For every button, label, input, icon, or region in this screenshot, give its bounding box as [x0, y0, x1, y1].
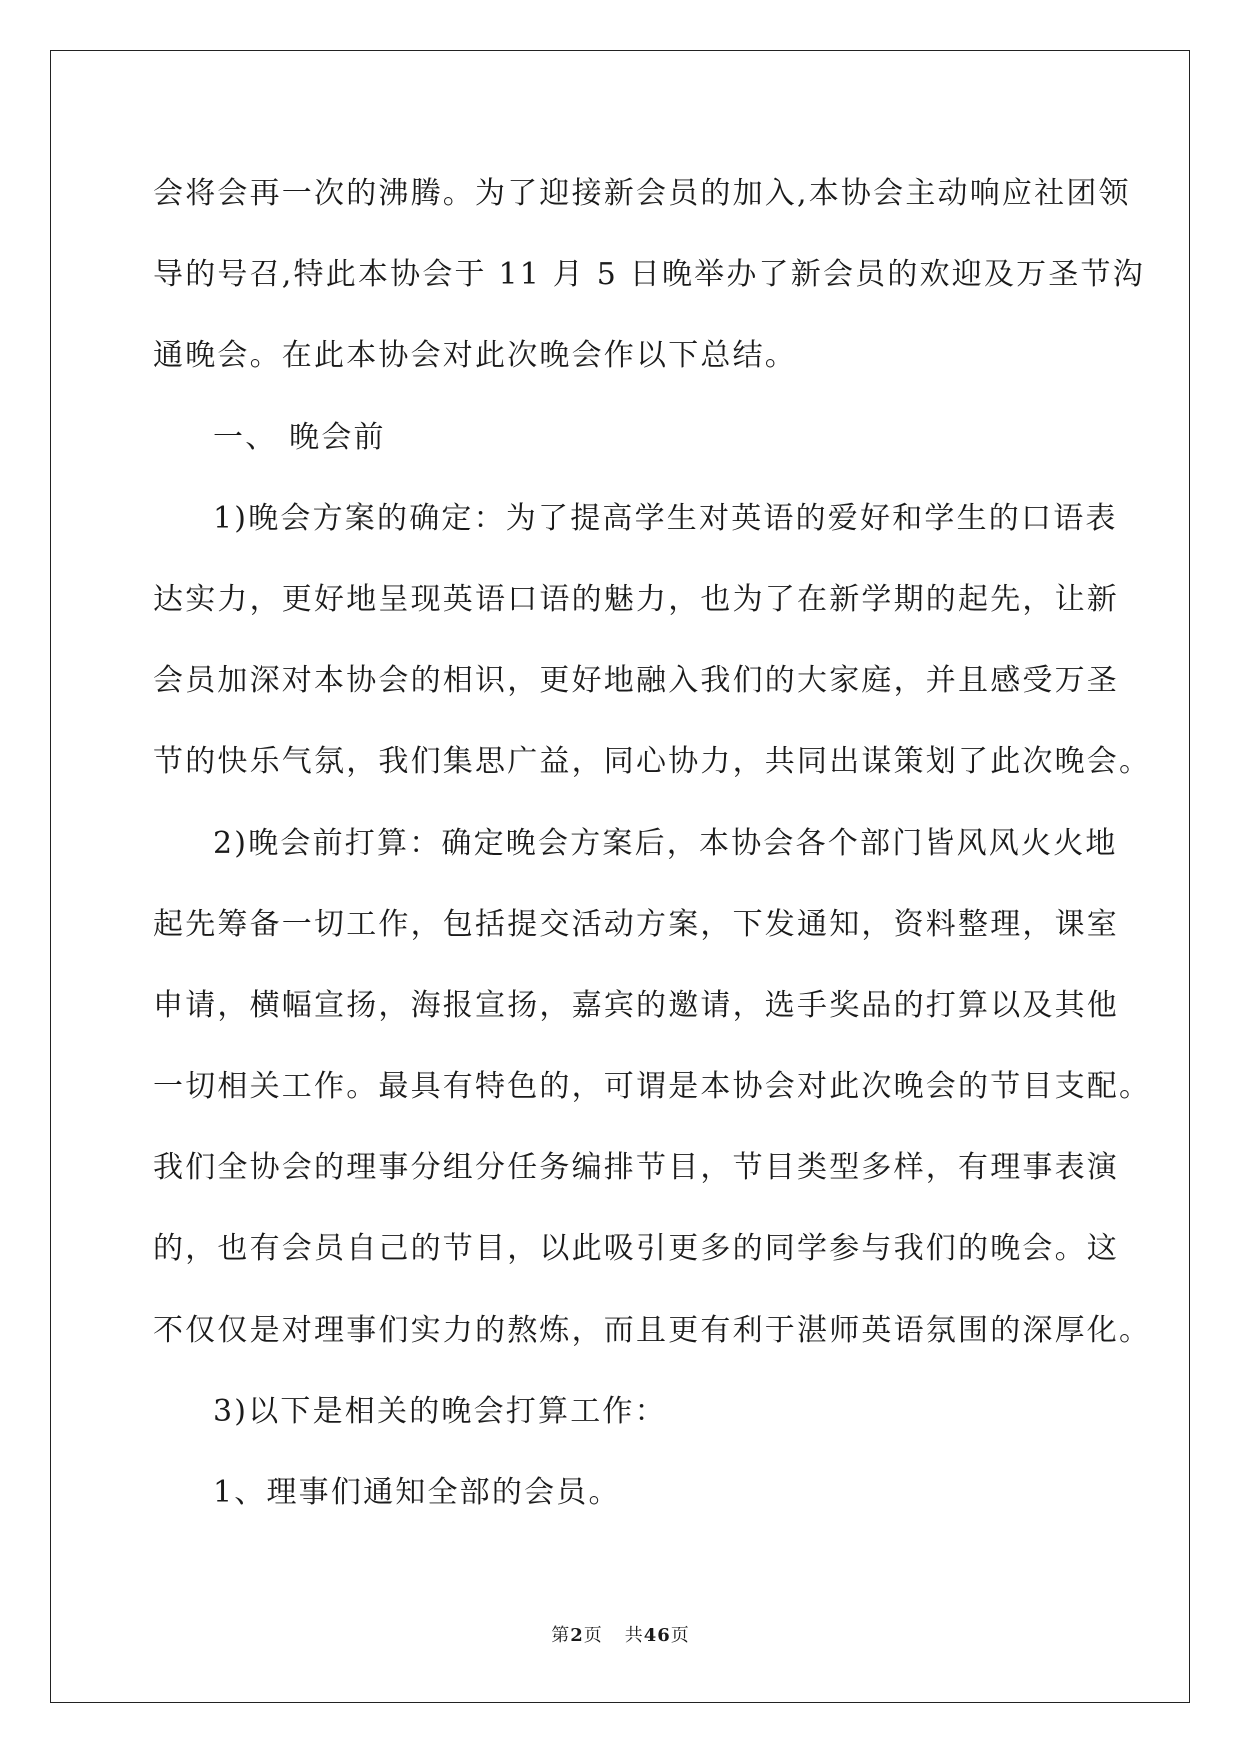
- body-line-12: 一切相关工作。最具有特色的，可谓是本协会对此次晚会的节目支配。: [153, 1069, 1152, 1105]
- footer-total-prefix: 共: [624, 1625, 644, 1646]
- body-line-10: 起先筹备一切工作，包括提交活动方案，下发通知，资料整理，课室: [153, 906, 1119, 942]
- body-line-6: 达实力，更好地呈现英语口语的魅力，也为了在新学期的起先，让新: [153, 581, 1119, 617]
- footer-total-pages: 46: [643, 1625, 671, 1646]
- document-body: [153, 160, 1152, 1540]
- body-line-16: 3)以下是相关的晚会打算工作：: [213, 1393, 667, 1429]
- body-line-9: 2)晚会前打算：确定晚会方案后，本协会各个部门皆风风火火地: [213, 825, 1118, 861]
- section-heading: 一、 晚会前: [213, 419, 386, 455]
- body-line-1: 会将会再一次的沸腾。为了迎接新会员的加入,本协会主动响应社团领: [153, 176, 1131, 211]
- body-line-15: 不仅仅是对理事们实力的熬炼，而且更有利于湛师英语氛围的深厚化。: [153, 1312, 1152, 1348]
- body-line-8: 节的快乐气氛，我们集思广益，同心协力，共同出谋策划了此次晚会。: [153, 744, 1152, 780]
- body-line-13: 我们全协会的理事分组分任务编排节目，节目类型多样，有理事表演: [153, 1150, 1119, 1186]
- body-line-11: 申请，横幅宣扬，海报宣扬，嘉宾的邀请，选手奖品的打算以及其他: [153, 987, 1119, 1023]
- page-footer: [0, 1624, 1241, 1648]
- footer-page-suffix: 页: [583, 1625, 603, 1646]
- body-line-2: 导的号召,特此本协会于 11 月 5 日晚举办了新会员的欢迎及万圣节沟: [153, 257, 1145, 293]
- body-line-3: 通晚会。在此本协会对此次晚会作以下总结。: [153, 338, 797, 374]
- footer-total-suffix: 页: [670, 1625, 690, 1646]
- body-line-5: 1)晚会方案的确定：为了提高学生对英语的爱好和学生的口语表: [213, 500, 1118, 536]
- body-line-17: 1、理事们通知全部的会员。: [213, 1475, 621, 1510]
- body-line-14: 的，也有会员自己的节目，以此吸引更多的同学参与我们的晚会。这: [153, 1231, 1119, 1267]
- body-line-7: 会员加深对本协会的相识，更好地融入我们的大家庭，并且感受万圣: [153, 663, 1119, 699]
- footer-page-prefix: 第: [551, 1625, 571, 1646]
- footer-page-number: 2: [570, 1625, 584, 1646]
